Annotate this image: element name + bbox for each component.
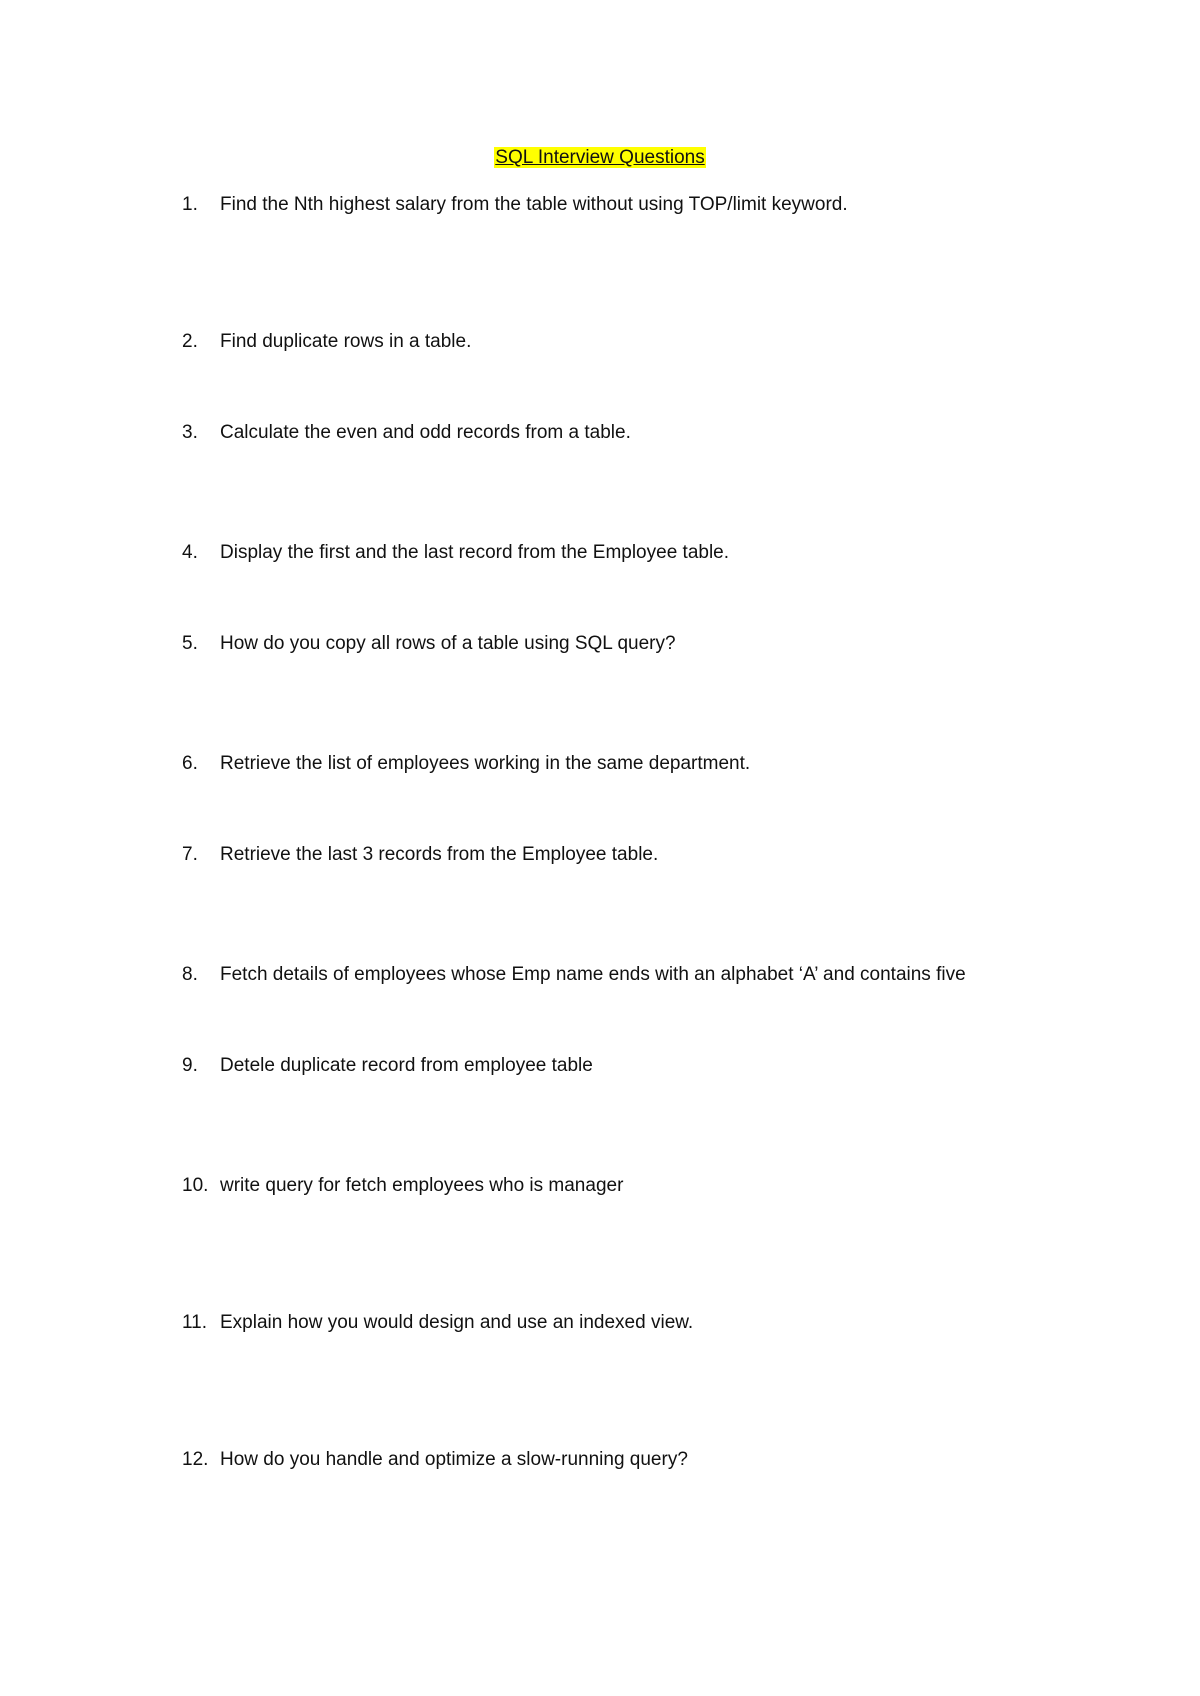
item-number: 4. bbox=[182, 542, 198, 563]
item-number: 8. bbox=[182, 964, 198, 985]
item-text: Fetch details of employees whose Emp name ends with an alphabet ‘A’ and contains five bbox=[220, 964, 966, 985]
item-text: Display the first and the last record from the Employee table. bbox=[220, 542, 730, 563]
item-text: Find the Nth highest salary from the table without using TOP/limit keyword. bbox=[220, 194, 848, 215]
item-number: 10. bbox=[182, 1175, 209, 1196]
item-number: 6. bbox=[182, 753, 198, 774]
item-text: Retrieve the list of employees working in the same department. bbox=[220, 753, 751, 774]
item-text: write query for fetch employees who is manager bbox=[220, 1175, 624, 1196]
item-text: Calculate the even and odd records from a table. bbox=[220, 422, 631, 443]
page-title bbox=[0, 146, 1200, 170]
item-number: 9. bbox=[182, 1055, 198, 1076]
title-text: SQL Interview Questions bbox=[495, 147, 705, 168]
item-number: 1. bbox=[182, 194, 198, 215]
item-number: 11. bbox=[182, 1312, 208, 1333]
item-number: 3. bbox=[182, 422, 198, 443]
item-text: How do you copy all rows of a table using SQL query? bbox=[220, 633, 676, 654]
item-text: Retrieve the last 3 records from the Employee table. bbox=[220, 844, 659, 865]
item-text: Explain how you would design and use an indexed view. bbox=[220, 1312, 694, 1333]
item-number: 12. bbox=[182, 1449, 209, 1470]
item-text: Detele duplicate record from employee table bbox=[220, 1055, 593, 1076]
item-number: 2. bbox=[182, 331, 198, 352]
item-number: 5. bbox=[182, 633, 198, 654]
item-text: How do you handle and optimize a slow-running query? bbox=[220, 1449, 688, 1470]
item-number: 7. bbox=[182, 844, 198, 865]
item-text: Find duplicate rows in a table. bbox=[220, 331, 472, 352]
